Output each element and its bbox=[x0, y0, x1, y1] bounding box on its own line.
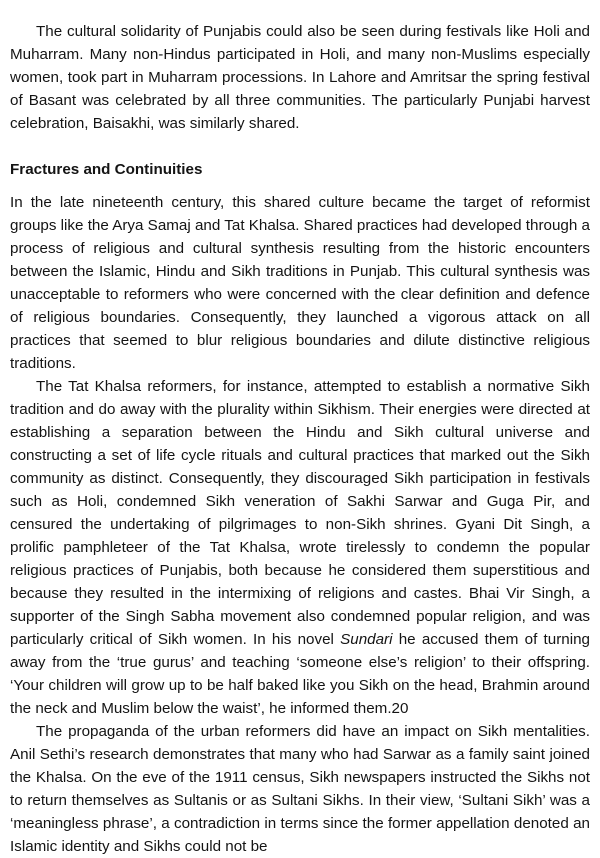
section-heading: Fractures and Continuities bbox=[10, 161, 203, 178]
paragraph-propaganda: The propaganda of the urban reformers did have an impact on Sikh mentalities. Anil Sethi’s research demonstrates that many who had Sarwar as a family saint joined the Khalsa. On the eve of the 1911 census, Sikh newspapers instructed the Sikhs not to return themselves as Sultanis or as Sultani Sikhs. In their view, ‘Sultani Sikh’ was a ‘meaningless phrase’, a contradiction in terms since the former appellation denoted an Islamic identity and Sikhs could not be bbox=[10, 723, 590, 855]
paragraph-text-before-title: The Tat Khalsa reformers, for instance, attempted to establish a normative Sikh tradition and do away with the plurality within Sikhism. Their energies were directed at establishing a separation between the Hindu and Sikh cultural universe and constructing a set of life cycle rituals and cultural practices that marked out the Sikh community as distinct. Consequently, they discouraged Sikh participation in festivals such as Holi, condemned Sikh veneration of Sakhi Sarwar and Guga Pir, and censured the undertaking of pilgrimages to non-Sikh shrines. Gyani Dit Singh, a prolific pamphleteer of the Tat Khalsa, wrote tirelessly to condemn the popular religious practices of Punjabis, both because he considered them superstitious and because they resulted in the intermixing of religions and castes. Bhai Vir Singh, a supporter of the Singh Sabha movement also condemned popular religion, and was particularly critical of Sikh women. In his novel bbox=[10, 378, 590, 648]
document-page bbox=[10, 0, 590, 858]
paragraph-festivals: The cultural solidarity of Punjabis could also be seen during festivals like Holi and Muharram. Many non-Hindus participated in Holi, and many non-Muslims especially women, took part in Muharram processions. In Lahore and Amritsar the spring festival of Basant was celebrated by all three communities. The particularly Punjabi harvest celebration, Baisakhi, was similarly shared. bbox=[10, 23, 590, 132]
paragraph-shared-culture: In the late nineteenth century, this shared culture became the target of reformist groups like the Arya Samaj and Tat Khalsa. Shared practices had developed through a process of religious and cultural synthesis resulting from the historic encounters between the Islamic, Hindu and Sikh traditions in Punjab. This cultural synthesis was unacceptable to reformers who were concerned with the clear definition and defence of religious boundaries. Consequently, they launched a vigorous attack on all practices that seemed to blur religious boundaries and dilute distinctive religious traditions. bbox=[10, 194, 590, 372]
novel-title: Sundari bbox=[340, 631, 393, 648]
paragraph-tat-khalsa bbox=[10, 375, 590, 720]
paragraph-text-after-title: he accused them of turning away from the ‘true gurus’ and teaching ‘someone else’s religion’ to their offspring. ‘Your children will grow up to be half baked like you Sikh on the head, Brahmin around the neck and Muslim below the waist’, he informed them.20 bbox=[10, 631, 590, 717]
